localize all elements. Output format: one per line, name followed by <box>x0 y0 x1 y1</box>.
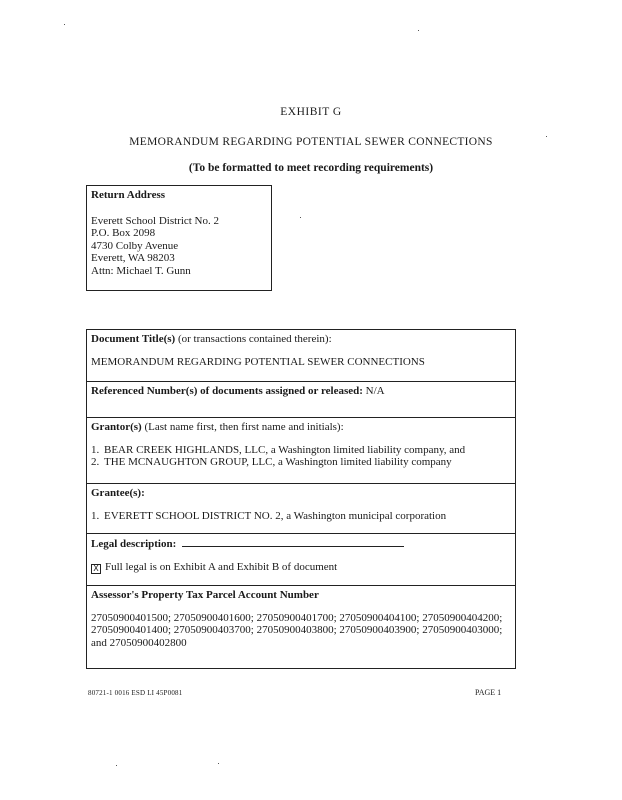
recording-cover-table <box>86 329 516 669</box>
referenced-numbers-value: N/A <box>365 385 385 397</box>
legal-description-label: Legal description: <box>91 538 177 550</box>
grantee-number: 1. <box>91 509 100 522</box>
grantees-row <box>87 484 515 534</box>
referenced-numbers-row <box>87 382 515 418</box>
scan-speck <box>218 763 219 764</box>
parcel-numbers-row <box>87 586 515 668</box>
grantee-item <box>91 510 511 523</box>
parcel-numbers-line: 27050900401400; 27050900403700; 27050900403800; 27050900403900; 27050900403000; <box>91 624 503 637</box>
legal-description-text: Full legal is on Exhibit A and Exhibit B of document <box>105 560 338 573</box>
referenced-numbers-label: Referenced Number(s) of documents assigned or released: <box>91 385 363 397</box>
document-title-label: Document Title(s) <box>91 333 176 345</box>
full-legal-checkbox[interactable]: X <box>91 564 101 574</box>
return-address-line: Everett, WA 98203 <box>91 252 175 265</box>
parcel-numbers-label: Assessor's Property Tax Parcel Account Number <box>91 589 319 601</box>
grantors-row <box>87 418 515 484</box>
document-title-value: MEMORANDUM REGARDING POTENTIAL SEWER CONNECTIONS <box>91 355 425 368</box>
parcel-numbers-line: 27050900401500; 27050900401600; 27050900401700; 27050900404100; 27050900404200; <box>91 611 503 624</box>
scan-speck <box>64 24 65 25</box>
return-address-box <box>86 185 272 291</box>
grantor-item <box>91 456 511 469</box>
legal-description-blank-line <box>182 537 404 547</box>
grantor-number: 2. <box>91 456 100 469</box>
grantors-note: (Last name first, then first name and initials): <box>144 421 344 433</box>
document-heading: MEMORANDUM REGARDING POTENTIAL SEWER CONNECTIONS <box>129 136 493 148</box>
return-address-line: Attn: Michael T. Gunn <box>91 264 191 277</box>
grantor-name: BEAR CREEK HIGHLANDS, LLC, a Washington limited liability company, and <box>104 443 466 456</box>
grantor-name: THE MCNAUGHTON GROUP, LLC, a Washington limited liability company <box>104 456 452 469</box>
return-address-line: Everett School District No. 2 <box>91 214 220 227</box>
footer-document-id: 80721-1 0016 ESD LI 45P0081 <box>88 689 183 697</box>
grantors-label: Grantor(s) <box>91 421 142 433</box>
exhibit-label: EXHIBIT G <box>280 106 342 118</box>
grantee-name: EVERETT SCHOOL DISTRICT NO. 2, a Washington municipal corporation <box>104 509 447 522</box>
return-address-line: 4730 Colby Avenue <box>91 239 179 252</box>
return-address-line: P.O. Box 2098 <box>91 227 156 240</box>
grantor-item <box>91 444 511 457</box>
grantees-label: Grantee(s): <box>91 487 145 499</box>
scan-speck <box>546 136 547 137</box>
document-title-note: (or transactions contained therein): <box>177 333 332 345</box>
footer-page-number: PAGE 1 <box>475 688 502 697</box>
scan-speck <box>418 30 419 31</box>
legal-description-row <box>87 534 515 586</box>
document-title-row <box>87 330 515 382</box>
grantor-number: 1. <box>91 443 100 456</box>
scan-speck <box>300 217 301 218</box>
format-note: (To be formatted to meet recording requirements) <box>188 162 434 174</box>
return-address-heading: Return Address <box>91 189 166 201</box>
scan-speck <box>116 765 117 766</box>
parcel-numbers-line: and 27050900402800 <box>91 636 187 649</box>
